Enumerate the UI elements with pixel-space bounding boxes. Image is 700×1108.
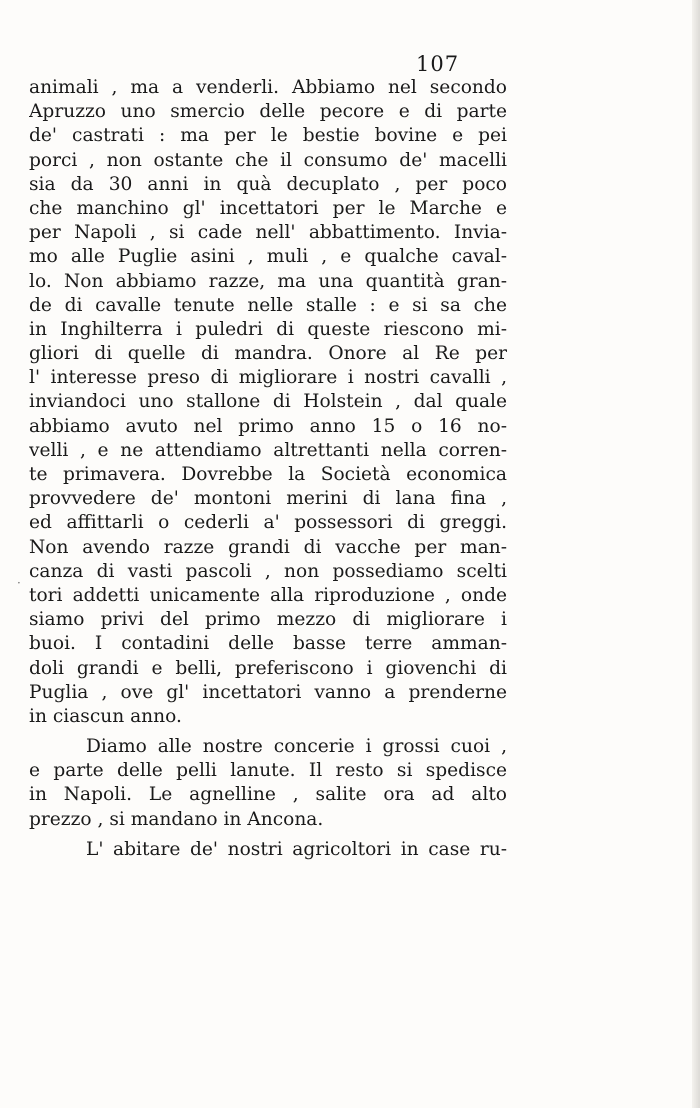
text-line: siamo privi del primo mezzo di migliorare i — [29, 609, 507, 631]
text-line: ed affittarli o cederli a' possessori di greggi. — [29, 512, 507, 534]
text-line: che manchino gl' incettatori per le Marche e — [29, 197, 507, 219]
text-line: mo alle Puglie asini , muli , e qualche caval- — [29, 246, 507, 268]
text-line: prezzo , si mandano in Ancona. — [29, 808, 324, 830]
text-line: canza di vasti pascoli , non possediamo scelti — [29, 560, 507, 582]
text-line: in Napoli. Le agnelline , salite ora ad alto — [29, 784, 507, 806]
text-line: provvedere de' montoni merini di lana fina , — [29, 488, 507, 510]
text-line: lo. Non abbiamo razze, ma una quantità gran- — [29, 270, 507, 292]
page-edge-shadow — [692, 0, 700, 1108]
text-line: l' interesse preso di migliorare i nostri cavalli , — [29, 367, 507, 389]
paragraph — [29, 735, 507, 832]
body-text — [29, 76, 507, 862]
text-line: buoi. I contadini delle basse terre amman- — [29, 633, 507, 655]
paragraph — [29, 838, 507, 862]
paragraph — [29, 76, 507, 729]
text-line: Apruzzo uno smercio delle pecore e di parte — [29, 101, 507, 123]
text-line: in Inghilterra i puledri di queste riescono mi- — [29, 318, 507, 340]
margin-mark: · — [17, 576, 21, 590]
text-line: velli , e ne attendiamo altrettanti nella corren- — [29, 439, 507, 461]
text-line: te primavera. Dovrebbe la Società economica — [29, 464, 507, 485]
text-line: Puglia , ove gl' incettatori vanno a prenderne — [29, 681, 507, 703]
text-line: L' abitare de' nostri agricoltori in case ru- — [86, 838, 507, 860]
text-line: inviandoci uno stallone di Holstein , dal quale — [29, 391, 507, 413]
text-line: abbiamo avuto nel primo anno 15 o 16 no- — [29, 415, 507, 437]
text-line: sia da 30 anni in quà decuplato , per poco — [29, 173, 507, 195]
text-line: gliori di quelle di mandra. Onore al Re per — [29, 343, 507, 365]
text-line: Diamo alle nostre concerie i grossi cuoi , — [86, 736, 507, 758]
text-line: animali , ma a venderli. Abbiamo nel secondo — [29, 77, 507, 98]
page-number: 107 — [416, 52, 460, 76]
text-line: e parte delle pelli lanute. Il resto si spedisce — [29, 760, 507, 782]
text-line: per Napoli , si cade nell' abbattimento. Invia- — [29, 222, 507, 244]
text-line: doli grandi e belli, preferiscono i giovenchi di — [29, 657, 507, 679]
text-line: porci , non ostante che il consumo de' macelli — [29, 149, 507, 171]
text-line: Non avendo razze grandi di vacche per man- — [29, 536, 507, 558]
text-line: tori addetti unicamente alla riproduzione , onde — [29, 584, 507, 606]
text-line: in ciascun anno. — [29, 705, 182, 727]
text-line: de' castrati : ma per le bestie bovine e pei — [29, 125, 507, 147]
text-line: de di cavalle tenute nelle stalle : e si sa che — [29, 294, 507, 316]
